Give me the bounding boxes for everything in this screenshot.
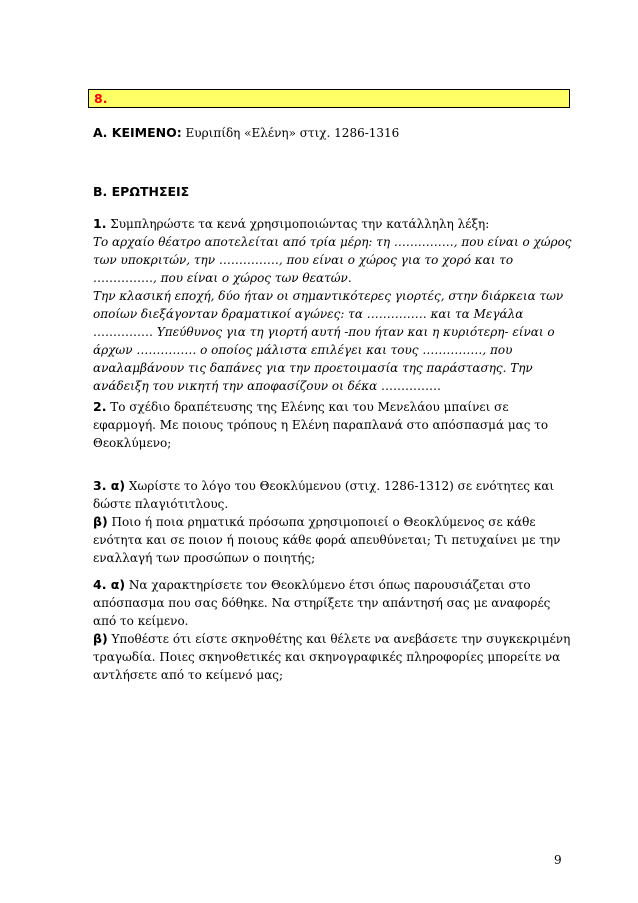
question-1-prompt: Συμπληρώστε τα κενά χρησιμοποιώντας την κατάλληλη λέξη:	[106, 217, 490, 231]
question-2-line: εφαρμογή. Με ποιους τρόπους η Ελένη παραπλανά στο απόσπασμά μας το	[93, 418, 549, 432]
section-header-box	[88, 89, 570, 108]
question-4b-line: Υποθέστε ότι είστε σκηνοθέτης και θέλετε να ανεβάσετε την συγκεκριμένη	[107, 632, 571, 646]
section-number: 8.	[94, 91, 108, 106]
question-1-line: Την κλασική εποχή, δύο ήταν οι σημαντικότερες γιορτές, στην διάρκεια των	[93, 289, 564, 303]
question-4a-line: Να χαρακτηρίσετε τον Θεοκλύμενο έτσι όπως παρουσιάζεται στο	[125, 578, 531, 592]
question-1	[93, 215, 573, 395]
question-1-line: Το αρχαίο θέατρο αποτελείται από τρία μέρη: τη ……………, που είναι ο χώρος	[93, 235, 572, 249]
section-a-text: Ευριπίδη «Ελένη» στιχ. 1286-1316	[181, 126, 400, 140]
question-4	[93, 576, 573, 684]
question-3b-line: Ποιο ή ποια ρηματικά πρόσωπα χρησιμοποιεί ο Θεοκλύμενος σε κάθε	[107, 515, 536, 529]
question-2-number: 2.	[93, 399, 107, 414]
question-2-line: Θεοκλύμενο;	[93, 436, 172, 450]
question-3a-line: Χωρίστε το λόγο του Θεοκλύμενου (στιχ. 1286-1312) σε ενότητες και	[125, 479, 555, 493]
question-4b-line: τραγωδία. Ποιες σκηνοθετικές και σκηνογραφικές πληροφορίες μπορείτε να	[93, 650, 561, 664]
question-3b-label: β)	[93, 514, 108, 529]
question-3-number: 3. α)	[93, 478, 126, 493]
question-1-line: ανάδειξη του νικητή την αποφασίζουν οι δέκα ……………	[93, 379, 442, 393]
section-b	[93, 183, 573, 201]
question-2	[93, 398, 573, 452]
question-4-number: 4. α)	[93, 577, 126, 592]
question-1-line: …………… Υπεύθυνος για τη γιορτή αυτή -που ήταν και η κυριότερη- είναι ο	[93, 325, 555, 339]
question-4b-label: β)	[93, 631, 108, 646]
section-a-label: Α. ΚΕΙΜΕΝΟ:	[93, 125, 182, 140]
question-3b-line: ενότητα και σε ποιον ή ποιους κάθε φορά απευθύνεται; Τι πετυχαίνει με την	[93, 533, 561, 547]
question-1-line: ……………, που είναι ο χώρος των θεατών.	[93, 271, 352, 285]
page-number: 9	[554, 853, 562, 867]
question-1-line: άρχων …………… ο οποίος μάλιστα επιλέγει και τους ……………, που	[93, 343, 513, 357]
question-3b-line: εναλλαγή των προσώπων ο ποιητής;	[93, 551, 316, 565]
question-2-line: Το σχέδιο δραπέτευσης της Ελένης και του Μενελάου μπαίνει σε	[106, 400, 509, 414]
question-1-line: οποίων διεξάγονταν δραματικοί αγώνες: τα …………… και τα Μεγάλα	[93, 307, 524, 321]
section-b-title: Β. ΕΡΩΤΗΣΕΙΣ	[93, 184, 190, 199]
question-1-line: αναλαμβάνουν τις δαπάνες για την προετοιμασία της παράστασης. Την	[93, 361, 533, 375]
section-a	[93, 124, 573, 142]
question-1-number: 1.	[93, 216, 107, 231]
question-4a-line: απόσπασμα που σας δόθηκε. Να στηρίξετε την απάντησή σας με αναφορές	[93, 596, 551, 610]
question-3	[93, 477, 573, 567]
question-1-line: των υποκριτών, την ……………, που είναι ο χώρος για το χορό και το	[93, 253, 514, 267]
question-4a-line: από το κείμενο.	[93, 614, 189, 628]
question-3a-line: δώστε πλαγιότιτλους.	[93, 497, 229, 511]
question-4b-line: αντλήσετε από το κείμενό μας;	[93, 668, 284, 682]
